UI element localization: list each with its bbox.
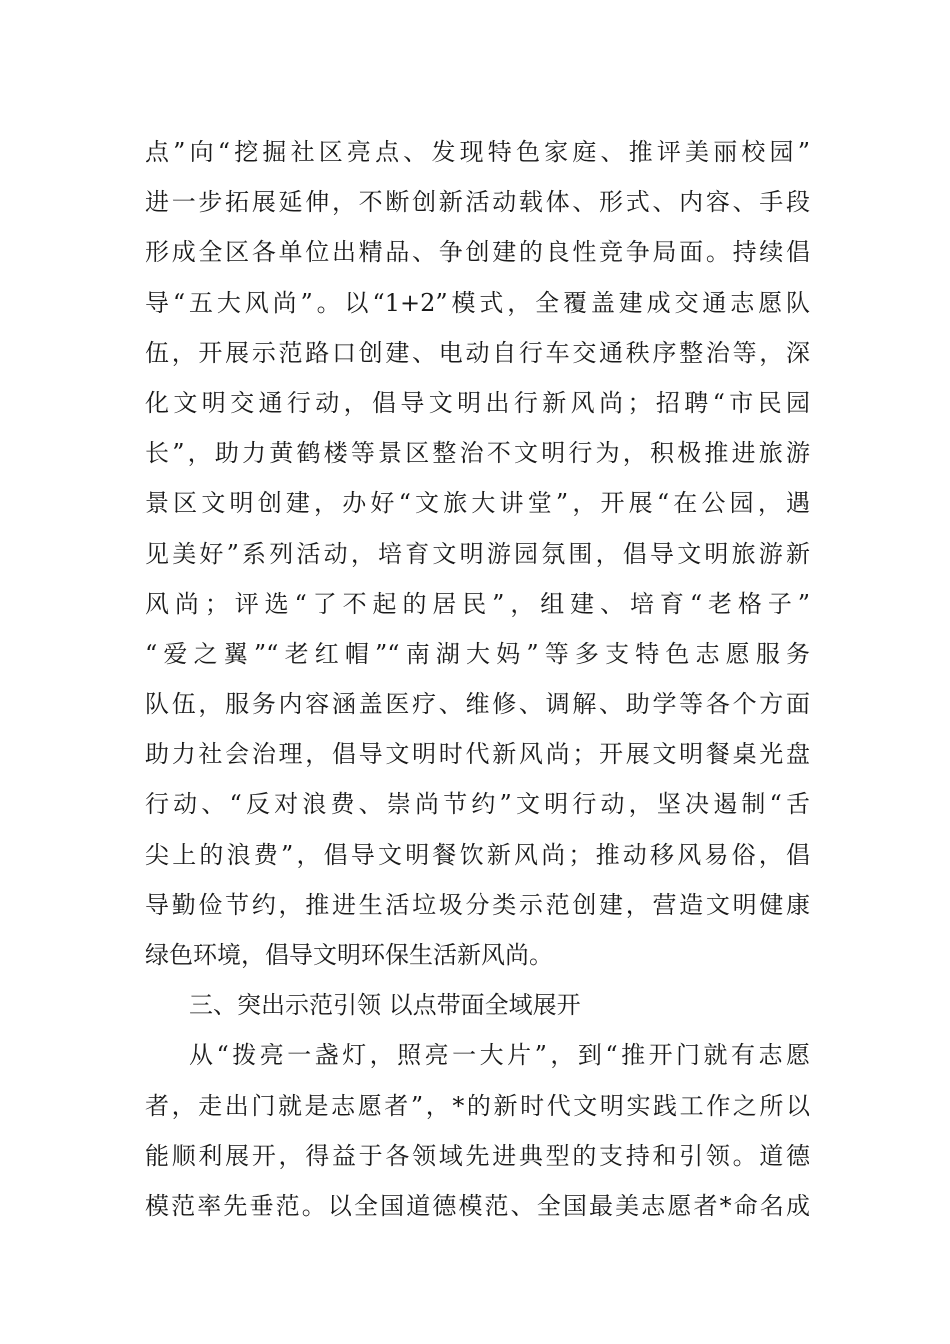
paragraph-line: 能顺利展开，得益于各领域先进典型的支持和引领。道德 xyxy=(145,1141,810,1170)
paragraph-line: 化文明交通行动，倡导文明出行新风尚；招聘“市民园 xyxy=(145,388,810,417)
paragraph-line: 尖上的浪费”，倡导文明餐饮新风尚；推动移风易俗，倡 xyxy=(145,840,810,869)
paragraph-line: 导“五大风尚”。以“1+2”模式，全覆盖建成交通志愿队 xyxy=(145,288,810,317)
section-heading: 三、突出示范引领 以点带面全域展开 xyxy=(189,991,581,1020)
paragraph-line: 长”，助力黄鹤楼等景区整治不文明行为，积极推进旅游 xyxy=(145,439,810,468)
body-text xyxy=(145,127,810,1231)
paragraph-line: 行动、“反对浪费、崇尚节约”文明行动，坚决遏制“舌 xyxy=(145,790,810,819)
paragraph-line: 形成全区各单位出精品、争创建的良性竞争局面。持续倡 xyxy=(145,238,810,267)
paragraph-line: 风尚；评选“了不起的居民”，组建、培育“老格子” xyxy=(145,589,810,618)
paragraph-line-first: 从“拨亮一盏灯，照亮一大片”，到“推开门就有志愿 xyxy=(189,1041,810,1070)
paragraph-line: 队伍，服务内容涵盖医疗、维修、调解、助学等各个方面 xyxy=(145,690,810,719)
paragraph-line: 见美好”系列活动，培育文明游园氛围，倡导文明旅游新 xyxy=(145,539,810,568)
paragraph-line: 点”向“挖掘社区亮点、发现特色家庭、推评美丽校园” xyxy=(145,138,810,166)
paragraph-line: 进一步拓展延伸，不断创新活动载体、形式、内容、手段 xyxy=(145,188,810,217)
paragraph-line: 导勤俭节约，推进生活垃圾分类示范创建，营造文明健康 xyxy=(145,890,810,919)
paragraph-line: 模范率先垂范。以全国道德模范、全国最美志愿者*命名成 xyxy=(145,1191,810,1220)
paragraph-line: 助力社会治理，倡导文明时代新风尚；开展文明餐桌光盘 xyxy=(145,740,810,769)
paragraph-line-last: 绿色环境，倡导文明环保生活新风尚。 xyxy=(145,941,553,969)
paragraph-line: “爱之翼”“老红帽”“南湖大妈”等多支特色志愿服务 xyxy=(145,639,810,668)
paragraph-line: 伍，开展示范路口创建、电动自行车交通秩序整治等，深 xyxy=(145,338,810,367)
paragraph-line: 景区文明创建，办好“文旅大讲堂”，开展“在公园，遇 xyxy=(145,489,810,518)
paragraph-line: 者，走出门就是志愿者”，*的新时代文明实践工作之所以 xyxy=(145,1091,810,1120)
